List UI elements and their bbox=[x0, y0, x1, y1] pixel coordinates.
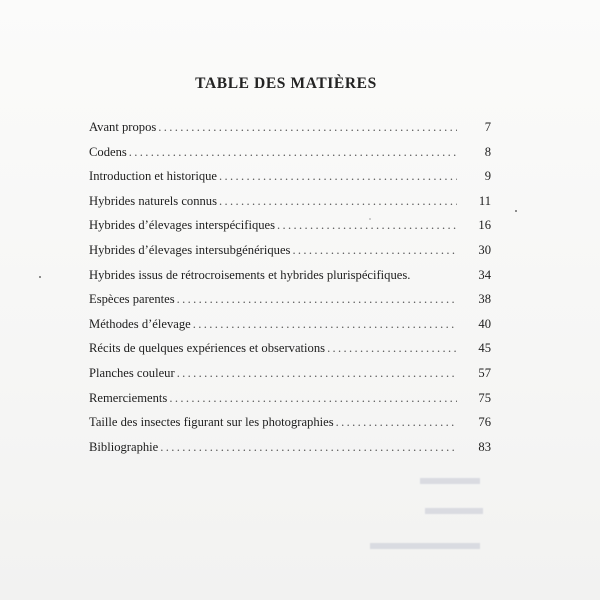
bleed-through-text bbox=[425, 508, 483, 514]
toc-entry-page: 38 bbox=[478, 292, 491, 307]
toc-entry bbox=[89, 189, 491, 214]
toc-leader-dots bbox=[129, 140, 457, 165]
toc-entry bbox=[89, 312, 491, 337]
toc-entry-label: Bibliographie bbox=[89, 439, 159, 454]
toc-entry bbox=[89, 410, 491, 435]
toc-entry-page: 76 bbox=[478, 415, 491, 430]
toc-entry-page: 9 bbox=[484, 169, 491, 184]
toc-leader-dots bbox=[219, 164, 457, 189]
toc-entry-label: Récits de quelques expériences et observations bbox=[89, 341, 326, 356]
toc-entry-label: Planches couleur bbox=[89, 365, 175, 380]
toc-entry bbox=[89, 164, 491, 189]
toc-leader-dots bbox=[336, 410, 457, 435]
toc-entry bbox=[89, 435, 491, 460]
toc-entry bbox=[89, 361, 491, 386]
toc-entry-label: Avant propos bbox=[89, 120, 157, 134]
toc-leader-dots bbox=[177, 287, 457, 312]
toc-entry-label: Hybrides naturels connus bbox=[89, 193, 218, 208]
toc-entry bbox=[89, 386, 491, 411]
page-title: TABLE DES MATIÈRES bbox=[195, 75, 377, 92]
toc-leader-dots bbox=[219, 189, 457, 214]
toc-leader-dots bbox=[169, 386, 457, 411]
toc-leader-dots bbox=[193, 312, 457, 337]
toc-entry bbox=[89, 213, 491, 238]
toc-entry-page: 30 bbox=[478, 242, 491, 257]
paper-speck bbox=[515, 210, 517, 212]
toc-entry bbox=[89, 263, 491, 288]
toc-entry-page: 34 bbox=[478, 267, 491, 282]
toc-entry-label: Taille des insectes figurant sur les photographies bbox=[89, 415, 334, 430]
toc-entry-page: 7 bbox=[484, 120, 491, 134]
toc-entry-page: 16 bbox=[478, 218, 491, 233]
paper-speck bbox=[39, 276, 41, 278]
toc-entry-page: 11 bbox=[478, 193, 491, 208]
toc-entry-label: Codens bbox=[89, 144, 127, 159]
toc-entry-label: Hybrides d’élevages interspécifiques bbox=[89, 218, 276, 233]
toc-entry bbox=[89, 115, 491, 140]
table-of-contents bbox=[89, 115, 491, 459]
toc-entry-page: 83 bbox=[478, 439, 491, 454]
toc-leader-dots bbox=[327, 336, 457, 361]
toc-entry-label: Méthodes d’élevage bbox=[89, 316, 191, 331]
toc-leader-dots bbox=[158, 115, 457, 140]
toc-entry-page: 8 bbox=[484, 144, 491, 159]
toc-entry bbox=[89, 140, 491, 165]
toc-entry-page: 40 bbox=[478, 316, 491, 331]
toc-leader-dots bbox=[160, 435, 457, 460]
toc-entry-label: Hybrides issus de rétrocroisements et hybrides plurispécifiques. bbox=[89, 267, 411, 282]
toc-entry-label: Introduction et historique bbox=[89, 169, 218, 184]
toc-entry bbox=[89, 238, 491, 263]
toc-entry-page: 45 bbox=[478, 341, 491, 356]
toc-entry-page: 57 bbox=[478, 365, 491, 380]
toc-entry-label: Espèces parentes bbox=[89, 292, 175, 307]
toc-entry bbox=[89, 287, 491, 312]
bleed-through-text bbox=[370, 543, 480, 549]
toc-entry bbox=[89, 336, 491, 361]
bleed-through-text bbox=[420, 478, 480, 484]
toc-leader-dots bbox=[292, 238, 457, 263]
toc-entry-page: 75 bbox=[478, 390, 491, 405]
toc-leader-dots bbox=[177, 361, 457, 386]
toc-entry-label: Hybrides d’élevages intersubgénériques bbox=[89, 242, 291, 257]
toc-entry-label: Remerciements bbox=[89, 390, 168, 405]
toc-leader-dots bbox=[277, 213, 457, 238]
